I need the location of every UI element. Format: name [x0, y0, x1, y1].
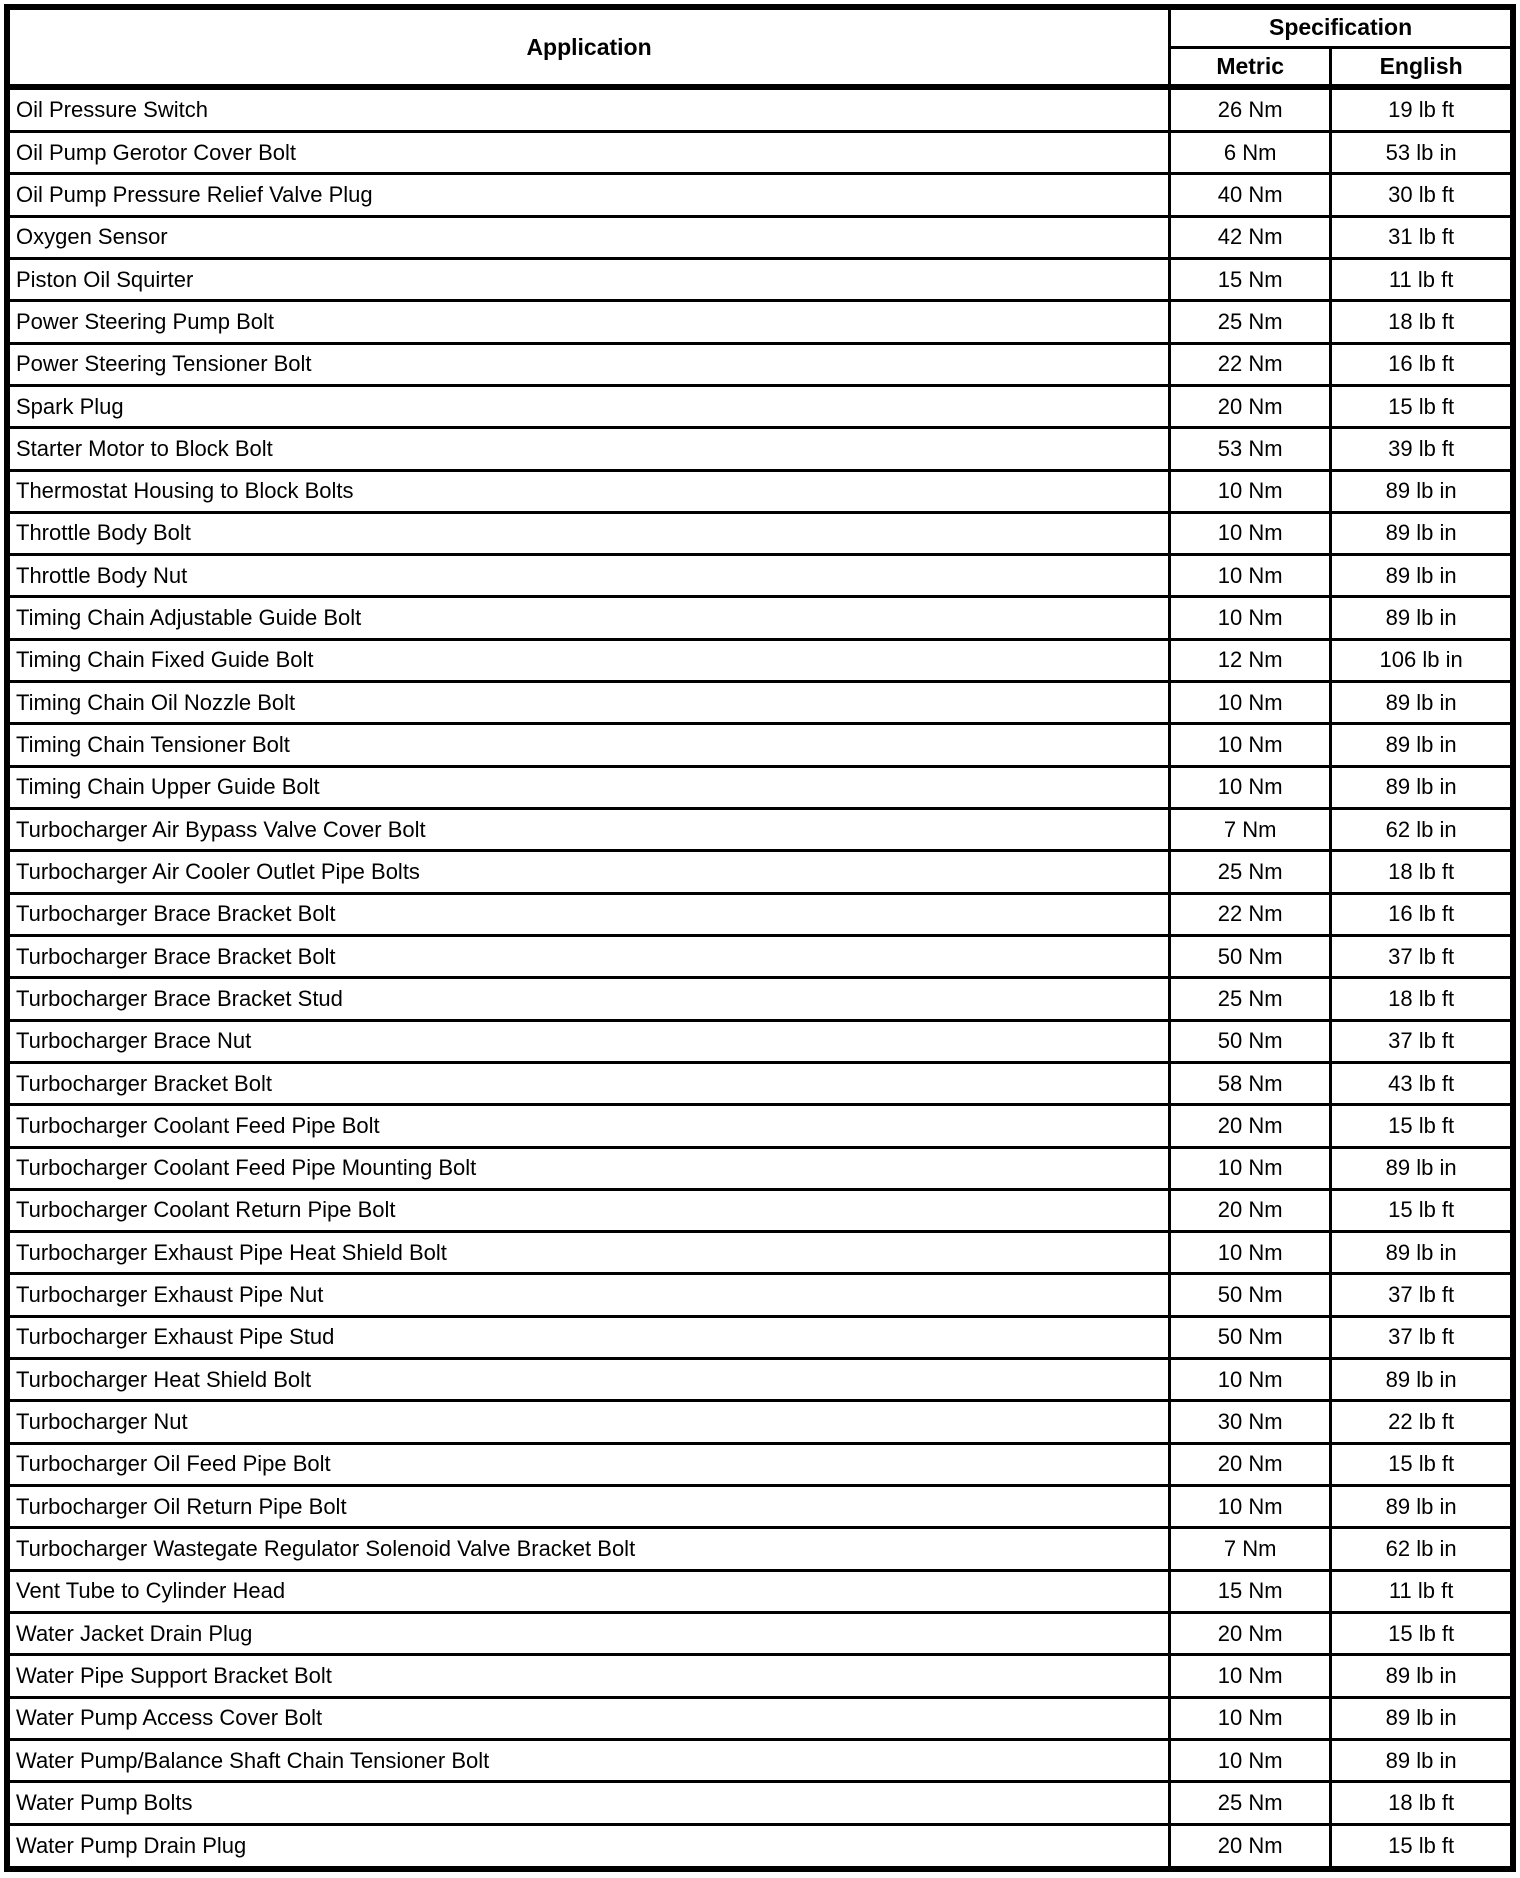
english-value-cell: 89 lb in — [1331, 470, 1513, 512]
metric-value-cell: 50 Nm — [1170, 1274, 1331, 1316]
application-cell: Turbocharger Oil Feed Pipe Bolt — [7, 1443, 1170, 1485]
english-value-cell: 18 lb ft — [1331, 301, 1513, 343]
metric-value-cell: 10 Nm — [1170, 724, 1331, 766]
english-value-cell: 89 lb in — [1331, 1697, 1513, 1739]
metric-value-cell: 25 Nm — [1170, 1782, 1331, 1824]
metric-value-cell: 50 Nm — [1170, 1020, 1331, 1062]
application-cell: Turbocharger Exhaust Pipe Stud — [7, 1316, 1170, 1358]
application-cell: Turbocharger Coolant Return Pipe Bolt — [7, 1189, 1170, 1231]
table-body — [7, 87, 1513, 1869]
metric-value-cell: 10 Nm — [1170, 1232, 1331, 1274]
table-row — [7, 1655, 1513, 1697]
metric-value-cell: 7 Nm — [1170, 1528, 1331, 1570]
english-value-cell: 89 lb in — [1331, 766, 1513, 808]
english-value-cell: 31 lb ft — [1331, 216, 1513, 258]
english-value-cell: 16 lb ft — [1331, 343, 1513, 385]
english-value-cell: 89 lb in — [1331, 1655, 1513, 1697]
table-row — [7, 1274, 1513, 1316]
table-row — [7, 1232, 1513, 1274]
english-value-cell: 62 lb in — [1331, 809, 1513, 851]
table-row — [7, 851, 1513, 893]
table-row — [7, 1147, 1513, 1189]
table-row — [7, 301, 1513, 343]
application-cell: Power Steering Pump Bolt — [7, 301, 1170, 343]
table-row — [7, 132, 1513, 174]
english-value-cell: 89 lb in — [1331, 724, 1513, 766]
metric-column-header: Metric — [1170, 47, 1331, 87]
table-row — [7, 893, 1513, 935]
english-value-cell: 89 lb in — [1331, 1232, 1513, 1274]
application-cell: Thermostat Housing to Block Bolts — [7, 470, 1170, 512]
english-value-cell: 16 lb ft — [1331, 893, 1513, 935]
application-cell: Turbocharger Oil Return Pipe Bolt — [7, 1486, 1170, 1528]
english-column-header: English — [1331, 47, 1513, 87]
specification-column-header: Specification — [1170, 7, 1513, 47]
metric-value-cell: 25 Nm — [1170, 851, 1331, 893]
metric-value-cell: 30 Nm — [1170, 1401, 1331, 1443]
application-cell: Turbocharger Bracket Bolt — [7, 1062, 1170, 1104]
english-value-cell: 19 lb ft — [1331, 87, 1513, 132]
english-value-cell: 62 lb in — [1331, 1528, 1513, 1570]
table-row — [7, 1486, 1513, 1528]
metric-value-cell: 15 Nm — [1170, 258, 1331, 300]
table-row — [7, 682, 1513, 724]
metric-value-cell: 10 Nm — [1170, 512, 1331, 554]
metric-value-cell: 12 Nm — [1170, 639, 1331, 681]
metric-value-cell: 42 Nm — [1170, 216, 1331, 258]
english-value-cell: 11 lb ft — [1331, 258, 1513, 300]
application-cell: Vent Tube to Cylinder Head — [7, 1570, 1170, 1612]
metric-value-cell: 10 Nm — [1170, 1697, 1331, 1739]
table-row — [7, 1824, 1513, 1869]
metric-value-cell: 6 Nm — [1170, 132, 1331, 174]
application-cell: Turbocharger Coolant Feed Pipe Bolt — [7, 1105, 1170, 1147]
table-row — [7, 555, 1513, 597]
english-value-cell: 15 lb ft — [1331, 385, 1513, 427]
metric-value-cell: 10 Nm — [1170, 1655, 1331, 1697]
application-cell: Starter Motor to Block Bolt — [7, 428, 1170, 470]
table-row — [7, 428, 1513, 470]
metric-value-cell: 20 Nm — [1170, 1443, 1331, 1485]
application-cell: Turbocharger Exhaust Pipe Heat Shield Bolt — [7, 1232, 1170, 1274]
table-row — [7, 724, 1513, 766]
application-cell: Turbocharger Air Cooler Outlet Pipe Bolts — [7, 851, 1170, 893]
table-row — [7, 216, 1513, 258]
application-cell: Water Pipe Support Bracket Bolt — [7, 1655, 1170, 1697]
english-value-cell: 89 lb in — [1331, 1739, 1513, 1781]
metric-value-cell: 20 Nm — [1170, 1105, 1331, 1147]
english-value-cell: 18 lb ft — [1331, 1782, 1513, 1824]
application-cell: Throttle Body Bolt — [7, 512, 1170, 554]
application-cell: Timing Chain Adjustable Guide Bolt — [7, 597, 1170, 639]
metric-value-cell: 15 Nm — [1170, 1570, 1331, 1612]
metric-value-cell: 20 Nm — [1170, 1824, 1331, 1869]
table-row — [7, 1612, 1513, 1654]
english-value-cell: 53 lb in — [1331, 132, 1513, 174]
application-cell: Timing Chain Tensioner Bolt — [7, 724, 1170, 766]
metric-value-cell: 40 Nm — [1170, 174, 1331, 216]
metric-value-cell: 58 Nm — [1170, 1062, 1331, 1104]
header-row-specification — [7, 7, 1513, 47]
application-cell: Turbocharger Wastegate Regulator Solenoid Valve Bracket Bolt — [7, 1528, 1170, 1570]
english-value-cell: 37 lb ft — [1331, 1020, 1513, 1062]
english-value-cell: 15 lb ft — [1331, 1824, 1513, 1869]
table-row — [7, 1782, 1513, 1824]
table-row — [7, 1189, 1513, 1231]
metric-value-cell: 26 Nm — [1170, 87, 1331, 132]
english-value-cell: 39 lb ft — [1331, 428, 1513, 470]
metric-value-cell: 10 Nm — [1170, 1739, 1331, 1781]
english-value-cell: 30 lb ft — [1331, 174, 1513, 216]
metric-value-cell: 10 Nm — [1170, 1359, 1331, 1401]
metric-value-cell: 53 Nm — [1170, 428, 1331, 470]
application-cell: Turbocharger Air Bypass Valve Cover Bolt — [7, 809, 1170, 851]
application-cell: Turbocharger Exhaust Pipe Nut — [7, 1274, 1170, 1316]
english-value-cell: 89 lb in — [1331, 555, 1513, 597]
table-row — [7, 935, 1513, 977]
table-row — [7, 1359, 1513, 1401]
metric-value-cell: 10 Nm — [1170, 597, 1331, 639]
metric-value-cell: 50 Nm — [1170, 935, 1331, 977]
application-cell: Spark Plug — [7, 385, 1170, 427]
english-value-cell: 89 lb in — [1331, 1147, 1513, 1189]
application-cell: Throttle Body Nut — [7, 555, 1170, 597]
application-cell: Turbocharger Nut — [7, 1401, 1170, 1443]
application-cell: Oil Pump Pressure Relief Valve Plug — [7, 174, 1170, 216]
application-cell: Water Pump/Balance Shaft Chain Tensioner Bolt — [7, 1739, 1170, 1781]
metric-value-cell: 10 Nm — [1170, 1486, 1331, 1528]
application-cell: Turbocharger Brace Bracket Bolt — [7, 935, 1170, 977]
table-row — [7, 1401, 1513, 1443]
table-row — [7, 174, 1513, 216]
metric-value-cell: 7 Nm — [1170, 809, 1331, 851]
english-value-cell: 89 lb in — [1331, 597, 1513, 639]
english-value-cell: 15 lb ft — [1331, 1612, 1513, 1654]
application-cell: Water Pump Drain Plug — [7, 1824, 1170, 1869]
table-row — [7, 512, 1513, 554]
table-row — [7, 809, 1513, 851]
table-row — [7, 1105, 1513, 1147]
table-row — [7, 87, 1513, 132]
application-cell: Turbocharger Brace Bracket Bolt — [7, 893, 1170, 935]
application-cell: Turbocharger Heat Shield Bolt — [7, 1359, 1170, 1401]
application-cell: Oil Pump Gerotor Cover Bolt — [7, 132, 1170, 174]
metric-value-cell: 20 Nm — [1170, 385, 1331, 427]
english-value-cell: 89 lb in — [1331, 1486, 1513, 1528]
application-cell: Turbocharger Brace Nut — [7, 1020, 1170, 1062]
metric-value-cell: 10 Nm — [1170, 470, 1331, 512]
english-value-cell: 18 lb ft — [1331, 978, 1513, 1020]
english-value-cell: 106 lb in — [1331, 639, 1513, 681]
english-value-cell: 37 lb ft — [1331, 1274, 1513, 1316]
metric-value-cell: 20 Nm — [1170, 1189, 1331, 1231]
table-row — [7, 343, 1513, 385]
metric-value-cell: 25 Nm — [1170, 978, 1331, 1020]
metric-value-cell: 10 Nm — [1170, 555, 1331, 597]
english-value-cell: 43 lb ft — [1331, 1062, 1513, 1104]
english-value-cell: 11 lb ft — [1331, 1570, 1513, 1612]
application-cell: Water Jacket Drain Plug — [7, 1612, 1170, 1654]
table-row — [7, 1316, 1513, 1358]
table-row — [7, 385, 1513, 427]
application-column-header: Application — [7, 7, 1170, 87]
application-cell: Water Pump Access Cover Bolt — [7, 1697, 1170, 1739]
application-cell: Timing Chain Fixed Guide Bolt — [7, 639, 1170, 681]
table-row — [7, 1697, 1513, 1739]
english-value-cell: 15 lb ft — [1331, 1443, 1513, 1485]
table-row — [7, 470, 1513, 512]
table-header — [7, 7, 1513, 87]
metric-value-cell: 10 Nm — [1170, 682, 1331, 724]
english-value-cell: 89 lb in — [1331, 1359, 1513, 1401]
table-row — [7, 1062, 1513, 1104]
torque-spec-table — [4, 4, 1516, 1872]
application-cell: Oil Pressure Switch — [7, 87, 1170, 132]
english-value-cell: 15 lb ft — [1331, 1189, 1513, 1231]
english-value-cell: 22 lb ft — [1331, 1401, 1513, 1443]
table-row — [7, 597, 1513, 639]
table-row — [7, 978, 1513, 1020]
english-value-cell: 37 lb ft — [1331, 935, 1513, 977]
table-row — [7, 1528, 1513, 1570]
english-value-cell: 37 lb ft — [1331, 1316, 1513, 1358]
metric-value-cell: 22 Nm — [1170, 893, 1331, 935]
application-cell: Water Pump Bolts — [7, 1782, 1170, 1824]
application-cell: Power Steering Tensioner Bolt — [7, 343, 1170, 385]
english-value-cell: 18 lb ft — [1331, 851, 1513, 893]
english-value-cell: 89 lb in — [1331, 512, 1513, 554]
table-row — [7, 766, 1513, 808]
metric-value-cell: 50 Nm — [1170, 1316, 1331, 1358]
table-row — [7, 1020, 1513, 1062]
metric-value-cell: 10 Nm — [1170, 1147, 1331, 1189]
table-row — [7, 1443, 1513, 1485]
english-value-cell: 89 lb in — [1331, 682, 1513, 724]
application-cell: Turbocharger Brace Bracket Stud — [7, 978, 1170, 1020]
metric-value-cell: 10 Nm — [1170, 766, 1331, 808]
table-row — [7, 1570, 1513, 1612]
metric-value-cell: 22 Nm — [1170, 343, 1331, 385]
application-cell: Piston Oil Squirter — [7, 258, 1170, 300]
metric-value-cell: 25 Nm — [1170, 301, 1331, 343]
application-cell: Timing Chain Oil Nozzle Bolt — [7, 682, 1170, 724]
table-row — [7, 1739, 1513, 1781]
application-cell: Timing Chain Upper Guide Bolt — [7, 766, 1170, 808]
application-cell: Turbocharger Coolant Feed Pipe Mounting Bolt — [7, 1147, 1170, 1189]
metric-value-cell: 20 Nm — [1170, 1612, 1331, 1654]
application-cell: Oxygen Sensor — [7, 216, 1170, 258]
english-value-cell: 15 lb ft — [1331, 1105, 1513, 1147]
table-row — [7, 258, 1513, 300]
table-row — [7, 639, 1513, 681]
